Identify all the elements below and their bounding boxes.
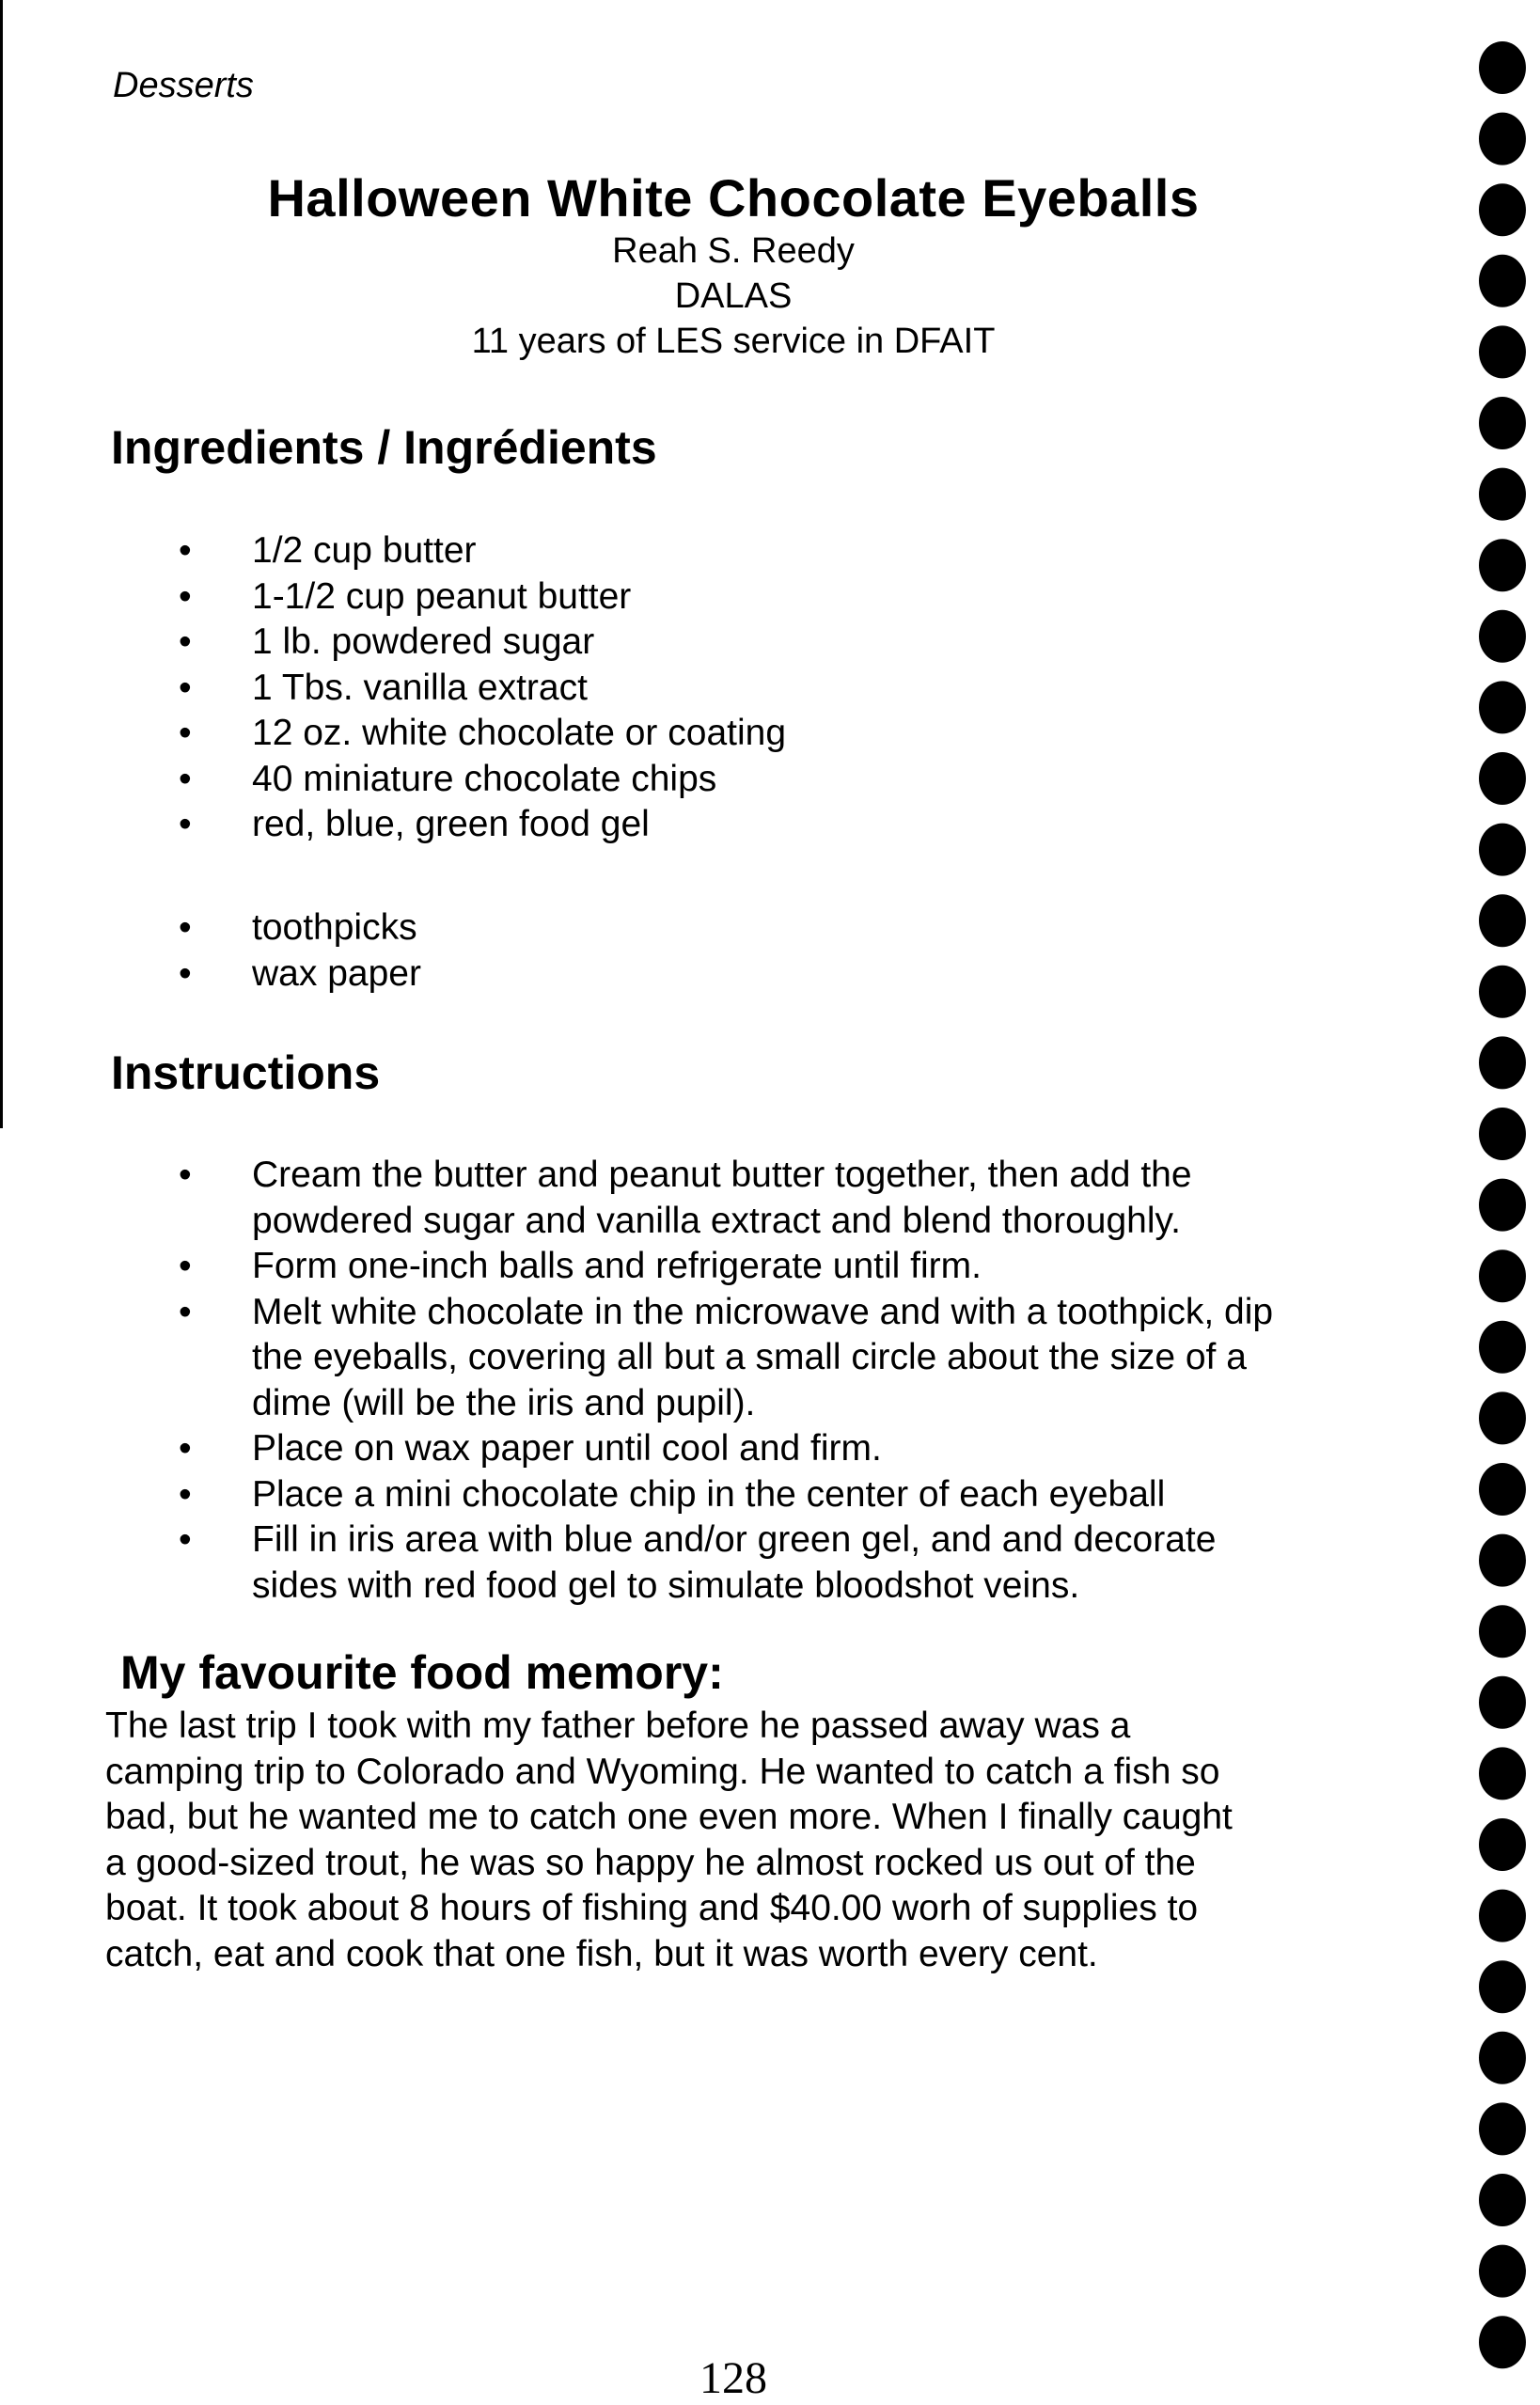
bullet-dot-icon: • xyxy=(179,621,192,662)
ingredient-item-text: 12 oz. white chocolate or coating xyxy=(252,713,787,753)
ingredient-item-text: 1/2 cup butter xyxy=(252,530,477,571)
instructions-heading: Instructions xyxy=(111,1046,381,1099)
instruction-step-text: Cream the butter and peanut butter together, then add the xyxy=(252,1155,1192,1195)
binding-hole-icon xyxy=(1479,1108,1526,1160)
recipe-mission: DALAS xyxy=(674,276,793,316)
instruction-step-text: Place a mini chocolate chip in the center of each eyeball xyxy=(252,1473,1166,1515)
ingredient-item xyxy=(179,574,786,621)
instruction-step xyxy=(179,1517,1273,1609)
binding-hole-icon xyxy=(1479,397,1526,449)
supply-item-text: wax paper xyxy=(252,952,421,994)
binding-hole-icon xyxy=(1479,325,1526,378)
section-label: Desserts xyxy=(113,66,254,105)
bullet-dot-icon: • xyxy=(179,952,192,994)
bullet-dot-icon: • xyxy=(179,1291,192,1332)
instruction-step-text: dime (will be the iris and pupil). xyxy=(252,1382,756,1423)
binding-hole-icon xyxy=(1479,1534,1526,1587)
bullet-dot-icon: • xyxy=(179,575,192,617)
memory-line: camping trip to Colorado and Wyoming. He wanted to catch a fish so xyxy=(105,1751,1220,1792)
ingredient-item-text: 1-1/2 cup peanut butter xyxy=(252,575,632,617)
bullet-dot-icon: • xyxy=(179,530,192,571)
instruction-step xyxy=(179,1244,1273,1290)
ingredient-item xyxy=(179,757,786,803)
binding-hole-icon xyxy=(1479,1960,1526,2013)
instruction-step-text: the eyeballs, covering all but a small circle about the size of a xyxy=(252,1337,1247,1377)
binding-hole-icon xyxy=(1479,894,1526,947)
instruction-step xyxy=(179,1290,1273,1427)
memory-line: a good-sized trout, he was so happy he almost rocked us out of the xyxy=(105,1842,1196,1883)
ingredient-item-text: 40 miniature chocolate chips xyxy=(252,758,717,799)
ingredient-item xyxy=(179,528,786,574)
memory-line: boat. It took about 8 hours of fishing and $40.00 worh of supplies to xyxy=(105,1888,1199,1928)
binding-hole-icon xyxy=(1479,1605,1526,1658)
memory-paragraph xyxy=(105,1704,1356,1977)
bullet-dot-icon: • xyxy=(179,1246,192,1286)
binding-hole-icon xyxy=(1479,966,1526,1018)
instructions-list xyxy=(179,1153,1273,1609)
binding-hole-icon xyxy=(1479,1890,1526,1942)
binding-hole-icon xyxy=(1479,113,1526,165)
supply-item xyxy=(179,905,421,951)
ingredient-item xyxy=(179,802,786,848)
memory-line: catch, eat and cook that one fish, but it was worth every cent. xyxy=(105,1933,1098,1974)
recipe-author: Reah S. Reedy xyxy=(612,231,855,271)
ingredient-item xyxy=(179,666,786,712)
binding-hole-icon xyxy=(1479,1391,1526,1444)
binding-hole-icon xyxy=(1479,2245,1526,2298)
memory-heading: My favourite food memory: xyxy=(120,1646,724,1699)
bullet-dot-icon: • xyxy=(179,1155,192,1195)
binding-hole-icon xyxy=(1479,1321,1526,1374)
page-number: 128 xyxy=(699,2353,767,2403)
binding-hole-icon xyxy=(1479,610,1526,663)
bullet-dot-icon: • xyxy=(179,713,192,753)
instruction-step-text: Place on wax paper until cool and firm. xyxy=(252,1428,882,1469)
instruction-step-text: powdered sugar and vanilla extract and blend thoroughly. xyxy=(252,1200,1181,1241)
bullet-dot-icon: • xyxy=(179,1473,192,1515)
binding-hole-icon xyxy=(1479,183,1526,236)
bullet-dot-icon: • xyxy=(179,907,192,948)
supply-item-text: toothpicks xyxy=(252,907,417,948)
instruction-step xyxy=(179,1426,1273,1472)
binding-hole-icon xyxy=(1479,2032,1526,2084)
bullet-dot-icon: • xyxy=(179,1428,192,1469)
binding-hole-icon xyxy=(1479,539,1526,591)
supply-item xyxy=(179,951,421,998)
ingredients-heading: Ingredients / Ingrédients xyxy=(111,421,657,474)
recipe-service: 11 years of LES service in DFAIT xyxy=(471,322,996,361)
ingredient-item-text: red, blue, green food gel xyxy=(252,804,650,844)
ingredient-item xyxy=(179,711,786,757)
bullet-dot-icon: • xyxy=(179,758,192,799)
binding-hole-icon xyxy=(1479,468,1526,521)
binding-holes-graphic xyxy=(1455,0,1540,2405)
binding-hole-icon xyxy=(1479,1179,1526,1232)
binding-hole-icon xyxy=(1479,1463,1526,1516)
ingredient-item-text: 1 lb. powdered sugar xyxy=(252,621,595,662)
binding-hole-icon xyxy=(1479,1036,1526,1089)
instruction-step-text: sides with red food gel to simulate bloodshot veins. xyxy=(252,1564,1080,1606)
ingredient-item xyxy=(179,620,786,666)
instruction-step-text: Form one-inch balls and refrigerate until firm. xyxy=(252,1246,982,1286)
memory-line: bad, but he wanted me to catch one even more. When I finally caught xyxy=(105,1797,1233,1837)
supplies-list xyxy=(179,905,421,997)
bullet-dot-icon: • xyxy=(179,667,192,708)
binding-hole-icon xyxy=(1479,752,1526,805)
instruction-step xyxy=(179,1153,1273,1244)
instruction-step-text: Melt white chocolate in the microwave and with a toothpick, dip xyxy=(252,1291,1274,1332)
instruction-step-text: Fill in iris area with blue and/or green gel, and and decorate xyxy=(252,1519,1217,1560)
recipe-title: Halloween White Chocolate Eyeballs xyxy=(267,168,1200,228)
bullet-dot-icon: • xyxy=(179,804,192,844)
ingredient-item-text: 1 Tbs. vanilla extract xyxy=(252,667,588,708)
instruction-step xyxy=(179,1472,1273,1518)
binding-hole-icon xyxy=(1479,1818,1526,1871)
binding-hole-icon xyxy=(1479,2174,1526,2226)
binding-hole-icon xyxy=(1479,1747,1526,1800)
binding-hole-icon xyxy=(1479,41,1526,94)
ingredients-list xyxy=(179,528,786,848)
spiral-binding-holes xyxy=(1455,0,1540,2405)
memory-line: The last trip I took with my father before he passed away was a xyxy=(105,1706,1131,1746)
binding-hole-icon xyxy=(1479,824,1526,876)
binding-hole-icon xyxy=(1479,1250,1526,1302)
binding-hole-icon xyxy=(1479,681,1526,733)
bullet-dot-icon: • xyxy=(179,1519,192,1560)
binding-hole-icon xyxy=(1479,2316,1526,2368)
binding-hole-icon xyxy=(1479,2102,1526,2155)
binding-hole-icon xyxy=(1479,1676,1526,1729)
binding-hole-icon xyxy=(1479,255,1526,307)
